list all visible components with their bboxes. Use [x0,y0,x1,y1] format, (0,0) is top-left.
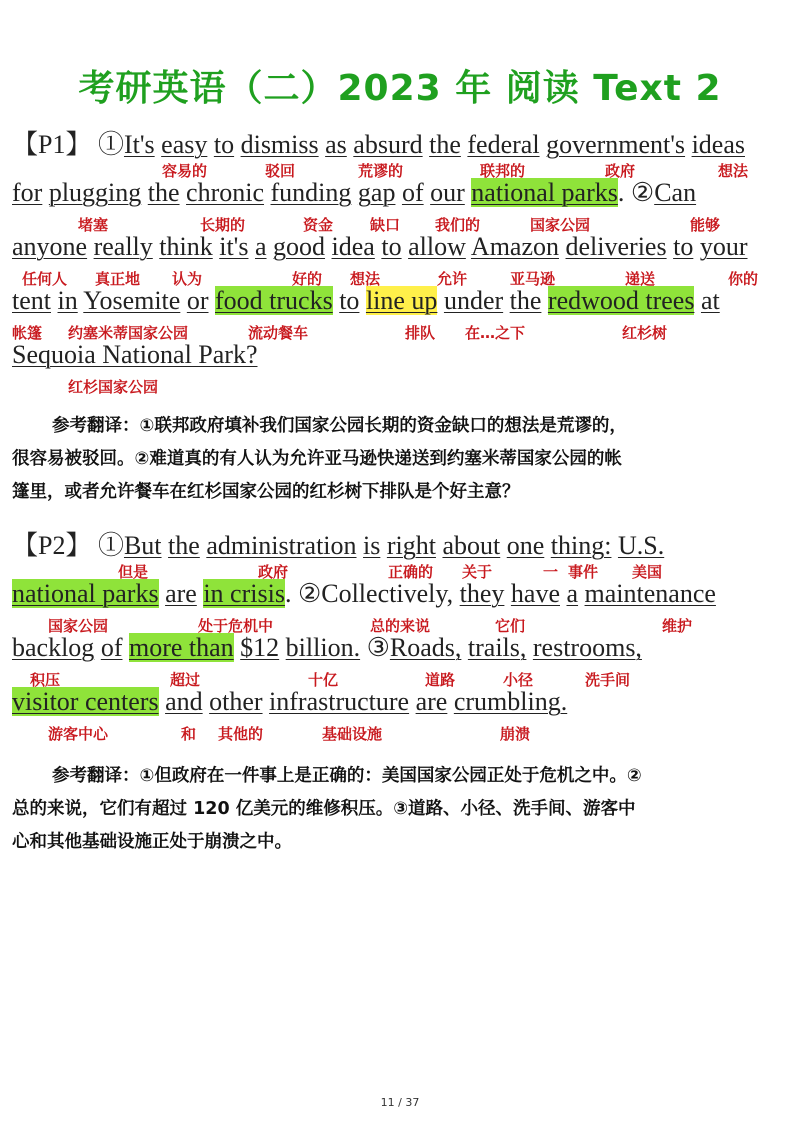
p1-line [12,232,748,262]
translation-line [12,476,788,509]
underlined-word: your [699,232,748,261]
underlined-word: in [57,286,78,315]
underlined-word: they [459,579,505,608]
gloss: 关于 [462,563,493,581]
p2-translation [12,760,788,859]
underlined-word: of [401,178,424,207]
underlined-word: are [165,579,197,608]
translation-line [12,443,788,476]
underlined-word: chronic [186,178,265,207]
plain-text: ③ [360,633,390,662]
underlined-word: good [273,232,326,261]
underlined-word: allow [408,232,466,261]
underlined-word: the [147,178,180,207]
translation-line [12,410,788,443]
gloss: 其他的 [218,725,264,743]
gloss: 认为 [172,270,203,288]
underlined-word: right [386,531,436,560]
underlined-word: deliveries [565,232,667,261]
underlined-word: Amazon [470,232,560,261]
underlined-word: think [159,232,213,261]
gloss: 十亿 [308,671,339,689]
gloss: 好的 [292,270,323,288]
gloss: 允许 [437,270,468,288]
p2-line [12,579,716,609]
underlined-word: ideas [691,130,745,159]
translation-line [12,793,788,826]
underlined-word: really [93,232,153,261]
underlined-word: $12 [240,633,280,662]
underlined-word: for [12,178,43,207]
translation-text: 很容易被驳回。②难道真的有人认为允许亚马逊快递送到约塞米蒂国家公园的帐 [12,449,622,469]
translation-text: 总的来说，它们有超过 120 亿美元的维修积压。③道路、小径、洗手间、游客中 [12,799,636,819]
underlined-word: backlog [12,633,95,662]
underlined-word: trails, [467,633,527,662]
underlined-word: gap [357,178,396,207]
underlined-word: federal [467,130,540,159]
p2-line [12,633,642,663]
plain-text: . ② [617,178,655,207]
gloss: 美国 [632,563,663,581]
gloss: 能够 [690,216,721,234]
highlighted-phrase: more than [128,633,234,662]
underlined-word: to [213,130,235,159]
translation-line [12,760,788,793]
gloss: 流动餐车 [248,324,309,342]
underlined-word: infrastructure [269,687,410,716]
translation-text: 篷里，或者允许餐车在红杉国家公园的红杉树下排队是个好主意？ [12,482,520,502]
underlined-word: and [165,687,203,716]
underlined-word: Can [654,178,697,207]
gloss: 处于危机中 [198,617,274,635]
underlined-word: under [443,286,504,315]
gloss: 排队 [405,324,436,342]
gloss: 约塞米蒂国家公园 [68,324,189,342]
gloss: 堵塞 [78,216,109,234]
highlighted-phrase: line up [365,286,438,315]
underlined-word: one [506,531,545,560]
gloss: 事件 [568,563,599,581]
gloss: 积压 [30,671,61,689]
underlined-word: Yosemite [83,286,181,315]
underlined-word: thing: [550,531,612,560]
plain-text [359,286,366,315]
underlined-word: other [209,687,263,716]
highlighted-phrase: national parks [12,579,159,608]
gloss: 道路 [425,671,456,689]
underlined-word: anyone [12,232,88,261]
underlined-word: easy [161,130,208,159]
translation-line [12,826,788,859]
underlined-word: crumbling. [453,687,568,716]
p1-line [12,286,720,316]
highlighted-phrase: national parks [471,178,618,207]
gloss: 递送 [625,270,656,288]
underlined-word: U.S. [617,531,665,560]
gloss: 真正地 [95,270,141,288]
gloss: 我们的 [435,216,481,234]
underlined-word: the [168,531,200,560]
gloss: 红杉树 [622,324,668,342]
gloss: 国家公园 [530,216,591,234]
gloss: 游客中心 [48,725,109,743]
gloss: 政府 [258,563,289,581]
gloss: 帐篷 [12,324,43,342]
plain-text: 【P1】 ① [12,130,124,159]
underlined-word: dismiss [240,130,319,159]
underlined-word: administration [206,531,357,560]
underlined-word: plugging [48,178,142,207]
p2-line [12,525,664,562]
gloss: 基础设施 [322,725,383,743]
p1-line [12,340,258,370]
gloss: 任何人 [22,270,68,288]
underlined-word: it's [219,232,249,261]
gloss: 洗手间 [585,671,631,689]
underlined-word: a [566,579,579,608]
underlined-word: is [363,531,381,560]
page-number: 11 / 37 [380,1096,420,1109]
p2-line [12,687,567,717]
underlined-word: It's [123,130,155,159]
document-title: 考研英语（二）2023 年 阅读 Text 2 [78,68,722,109]
translation-text: 心和其他基础设施正处于崩溃之中。 [12,832,292,852]
underlined-word: our [430,178,465,207]
gloss: 联邦的 [480,162,526,180]
underlined-word: maintenance [584,579,716,608]
underlined-word: government's [546,130,686,159]
gloss: 荒谬的 [358,162,404,180]
gloss: 想法 [350,270,381,288]
gloss: 总的来说 [370,617,431,635]
underlined-word: or [186,286,209,315]
gloss: 它们 [495,617,526,635]
plain-text [541,286,548,315]
underlined-word: tent [12,286,51,315]
gloss: 在…之下 [465,324,526,342]
underlined-word: billion. [285,633,361,662]
underlined-word: are [415,687,448,716]
gloss: 长期的 [200,216,246,234]
gloss: 资金 [303,216,334,234]
gloss: 但是 [118,563,149,581]
gloss: 政府 [605,162,636,180]
p1-line [12,124,745,161]
underlined-word: the [509,286,542,315]
gloss: 缺口 [370,216,401,234]
underlined-word: But [123,531,162,560]
underlined-word: have [510,579,560,608]
underlined-word: a [254,232,267,261]
gloss: 崩溃 [500,725,531,743]
underlined-word: to [381,232,402,261]
highlighted-phrase: visitor centers [12,687,159,716]
gloss: 超过 [170,671,201,689]
underlined-word: to [673,232,694,261]
underlined-word: the [429,130,461,159]
underlined-word: restrooms, [532,633,642,662]
underlined-word: to [339,286,360,315]
underlined-word: as [325,130,347,159]
underlined-word: funding [270,178,352,207]
underlined-word: of [100,633,123,662]
translation-text: 参考翻译：①联邦政府填补我们国家公园长期的资金缺口的想法是荒谬的， [52,416,627,436]
underlined-word: absurd [353,130,423,159]
highlighted-phrase: redwood trees [547,286,695,315]
gloss: 红杉国家公园 [68,378,159,396]
gloss: 你的 [728,270,759,288]
gloss: 想法 [718,162,749,180]
underlined-word: Roads, [389,633,462,662]
gloss: 维护 [662,617,693,635]
p1-line [12,178,696,208]
underlined-word: Sequoia National Park? [12,340,258,369]
gloss: 一 [543,563,559,581]
underlined-word: about [442,531,501,560]
translation-text: 参考翻译：①但政府在一件事上是正确的：美国国家公园正处于危机之中。② [52,766,642,786]
highlighted-phrase: in crisis [203,579,285,608]
gloss: 容易的 [162,162,208,180]
plain-text [122,633,129,662]
gloss: 国家公园 [48,617,109,635]
underlined-word: at [700,286,720,315]
highlighted-phrase: food trucks [215,286,333,315]
plain-text: 【P2】 ① [12,531,124,560]
gloss: 亚马逊 [510,270,556,288]
gloss: 小径 [503,671,534,689]
gloss: 驳回 [265,162,296,180]
plain-text: . ②Collectively, [284,579,454,608]
gloss: 和 [181,725,197,743]
p1-translation [12,410,788,509]
gloss: 正确的 [388,563,434,581]
underlined-word: idea [331,232,375,261]
